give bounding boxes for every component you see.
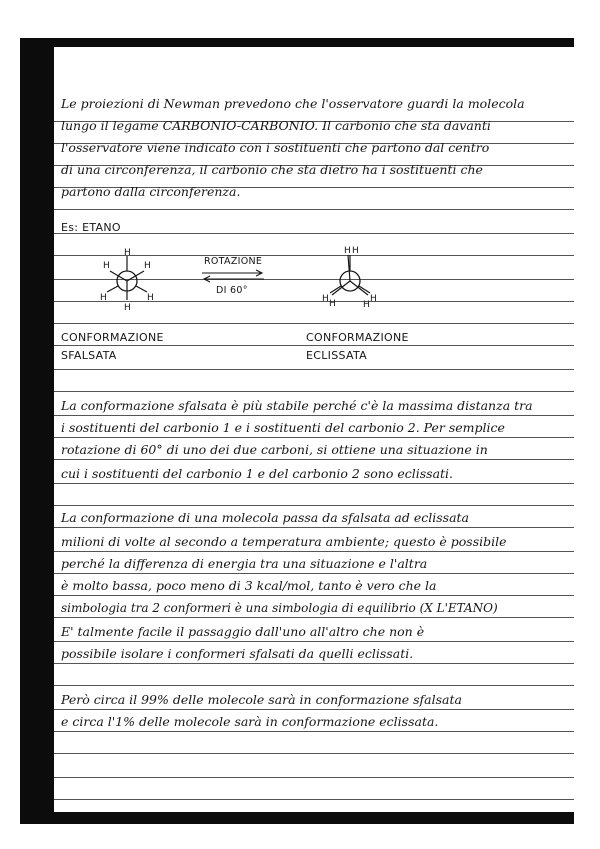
ruled-line bbox=[54, 437, 574, 438]
text-line: La conformazione di una molecola passa da sfalsata ad eclissata bbox=[61, 510, 470, 525]
atom-label: H bbox=[124, 303, 131, 313]
notebook-page bbox=[54, 47, 574, 812]
text-line: perché la differenza di energia tra una situazione e l'altra bbox=[61, 556, 428, 571]
ruled-line bbox=[54, 209, 574, 210]
text-line: possibile isolare i conformeri sfalsati da quelli eclissati. bbox=[61, 646, 414, 661]
atom-label: H bbox=[144, 261, 151, 271]
rotation-angle-label: DI 60° bbox=[216, 285, 248, 296]
newman-eclipsed-diagram bbox=[320, 243, 390, 315]
ruled-line bbox=[54, 505, 574, 506]
text-line: E' talmente facile il passaggio dall'uno all'altro che non è bbox=[61, 624, 425, 639]
eclipsed-caption-line2: ECLISSATA bbox=[306, 349, 367, 362]
ruled-line bbox=[54, 415, 574, 416]
ruled-line bbox=[54, 617, 574, 618]
text-line: cui i sostituenti del carbonio 1 e del carbonio 2 sono eclissati. bbox=[61, 466, 454, 481]
ruled-line bbox=[54, 641, 574, 642]
scan-border-top bbox=[20, 38, 574, 47]
text-line: milioni di volte al secondo a temperatura ambiente; questo è possibile bbox=[61, 534, 507, 549]
text-line: simbologia tra 2 conformeri è una simbologia di equilibrio (X L'ETANO) bbox=[61, 601, 498, 615]
ruled-line bbox=[54, 345, 574, 346]
text-line: Però circa il 99% delle molecole sarà in conformazione sfalsata bbox=[61, 692, 462, 707]
atom-label: H bbox=[322, 294, 329, 304]
ruled-line bbox=[54, 731, 574, 732]
staggered-caption-line2: SFALSATA bbox=[61, 349, 117, 362]
ruled-line bbox=[54, 777, 574, 778]
atom-label: H bbox=[100, 293, 107, 303]
equilibrium-arrow bbox=[200, 269, 266, 283]
example-label: Es: ETANO bbox=[61, 221, 121, 234]
ruled-line bbox=[54, 685, 574, 686]
atom-label: H bbox=[124, 248, 131, 258]
text-line: La conformazione sfalsata è più stabile perché c'è la massima distanza tra bbox=[61, 398, 533, 413]
atom-label: H bbox=[344, 246, 351, 256]
text-line: i sostituenti del carbonio 1 e i sostituenti del carbonio 2. Per semplice bbox=[61, 420, 505, 435]
ruled-line bbox=[54, 709, 574, 710]
text-line: lungo il legame CARBONIO-CARBONIO. Il carbonio che sta davanti bbox=[61, 118, 491, 133]
text-line: l'osservatore viene indicato con i sostituenti che partono dal centro bbox=[61, 140, 490, 155]
atom-label: H bbox=[352, 246, 359, 256]
text-line: partono dalla circonferenza. bbox=[61, 184, 241, 199]
atom-label: H bbox=[103, 261, 110, 271]
ruled-line bbox=[54, 663, 574, 664]
atom-label: H bbox=[363, 300, 370, 310]
staggered-caption-line1: CONFORMAZIONE bbox=[61, 331, 164, 344]
atom-label: H bbox=[329, 299, 336, 309]
ruled-line bbox=[54, 459, 574, 460]
newman-staggered-diagram bbox=[94, 243, 164, 315]
text-line: è molto bassa, poco meno di 3 kcal/mol, tanto è vero che la bbox=[61, 578, 437, 593]
ruled-line bbox=[54, 551, 574, 552]
ruled-line bbox=[54, 323, 574, 324]
ruled-line bbox=[54, 753, 574, 754]
ruled-line bbox=[54, 369, 574, 370]
ruled-line bbox=[54, 233, 574, 234]
atom-label: H bbox=[147, 293, 154, 303]
scan-border-bottom bbox=[20, 812, 574, 824]
ruled-line bbox=[54, 573, 574, 574]
atom-label: H bbox=[370, 294, 377, 304]
ruled-line bbox=[54, 527, 574, 528]
ruled-line bbox=[54, 483, 574, 484]
ruled-line bbox=[54, 391, 574, 392]
ruled-line bbox=[54, 799, 574, 800]
text-line: rotazione di 60° di uno dei due carboni, si ottiene una situazione in bbox=[61, 442, 488, 457]
rotation-label: ROTAZIONE bbox=[204, 256, 263, 267]
eclipsed-caption-line1: CONFORMAZIONE bbox=[306, 331, 409, 344]
text-line: e circa l'1% delle molecole sarà in conformazione eclissata. bbox=[61, 714, 439, 729]
ruled-line bbox=[54, 595, 574, 596]
text-line: Le proiezioni di Newman prevedono che l'osservatore guardi la molecola bbox=[61, 96, 525, 111]
scan-border-left bbox=[20, 38, 54, 824]
text-line: di una circonferenza, il carbonio che sta dietro ha i sostituenti che bbox=[61, 162, 483, 177]
